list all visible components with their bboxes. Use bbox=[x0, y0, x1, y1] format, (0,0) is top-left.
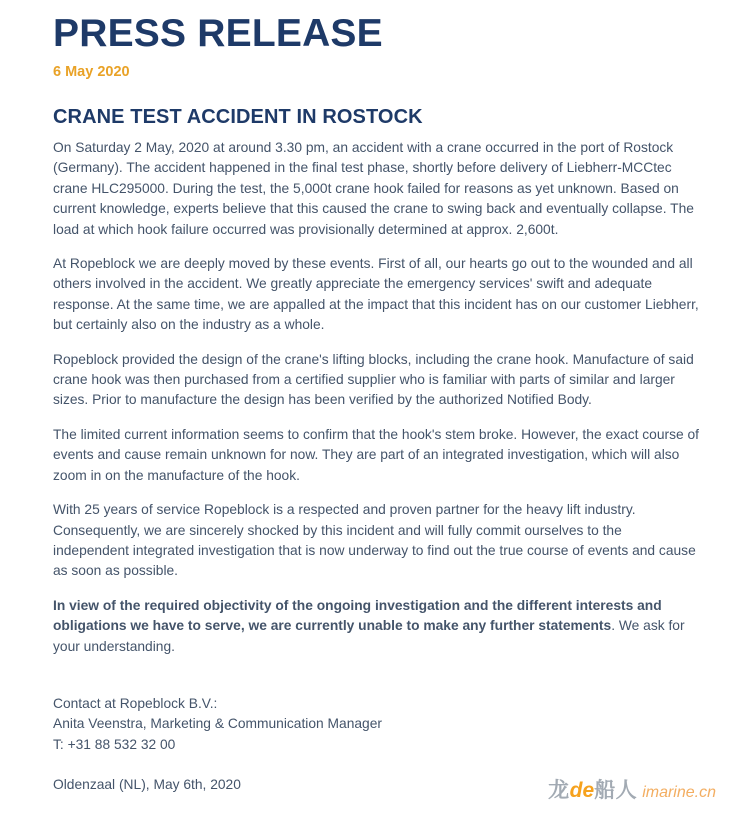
statement-regular-text: . We ask for your understanding. bbox=[53, 618, 685, 654]
watermark-boatman-characters: 船人 bbox=[594, 779, 638, 802]
watermark-de-text: de bbox=[569, 779, 595, 802]
statement-paragraph bbox=[53, 596, 700, 657]
watermark-dragon-character: 龙 bbox=[548, 779, 570, 802]
body-paragraph: At Ropeblock we are deeply moved by these events. First of all, our hearts go out to the wounded and all others involved in the accident. We greatly appreciate the emergency services' swift and adequate response. At the same time, we are appalled at the impact that this incident has on our customer Liebherr, but certainly also on the industry as a whole. bbox=[53, 256, 699, 333]
body-paragraph: Ropeblock provided the design of the crane's lifting blocks, including the crane hook. Manufacture of said crane hook was then purchased from a certified supplier who is familiar with parts of similar and larger sizes. Prior to manufacture the design has been verified by the authorized Notified Body. bbox=[53, 351, 694, 408]
body-paragraph: On Saturday 2 May, 2020 at around 3.30 pm, an accident with a crane occurred in the port of Rostock (Germany). The accident happened in the final test phase, shortly before delivery of Liebherr-MCCtec crane HLC295000. During the test, the 5,000t crane hook failed for reasons as yet unknown. Based on current knowledge, experts believe that this caused the crane to swing back and eventually collapse. The load at which hook failure occurred was provisionally determined at approx. 2,600t. bbox=[53, 140, 694, 237]
release-date: 6 May 2020 bbox=[53, 64, 130, 80]
watermark bbox=[548, 774, 716, 804]
body-paragraph: The limited current information seems to confirm that the hook's stem broke. However, the exact course of events and cause remain unknown for now. They are part of an integrated investigation, which will also zoom in on the manufacture of the hook. bbox=[53, 426, 700, 483]
contact-phone: T: +31 88 532 32 00 bbox=[53, 736, 176, 752]
contact-person: Anita Veenstra, Marketing & Communication Manager bbox=[53, 716, 382, 732]
body-paragraph: With 25 years of service Ropeblock is a respected and proven partner for the heavy lift industry. Consequently, we are sincerely shocked by this incident and will fully commit ourselves to the independent integrated investigation that is now underway to find out the true course of events and cause as soon as possible. bbox=[53, 502, 696, 579]
watermark-site-name: imarine.cn bbox=[642, 784, 716, 801]
contact-heading: Contact at Ropeblock B.V.: bbox=[53, 695, 218, 711]
signoff-location-date: Oldenzaal (NL), May 6th, 2020 bbox=[53, 777, 241, 793]
article-headline: CRANE TEST ACCIDENT IN ROSTOCK bbox=[53, 106, 423, 128]
contact-block bbox=[53, 694, 700, 755]
statement-bold-text: In view of the required objectivity of the ongoing investigation and the different interests and obligations we have to serve, we are currently unable to make any further statements bbox=[53, 597, 662, 634]
page-title: PRESS RELEASE bbox=[53, 12, 383, 55]
